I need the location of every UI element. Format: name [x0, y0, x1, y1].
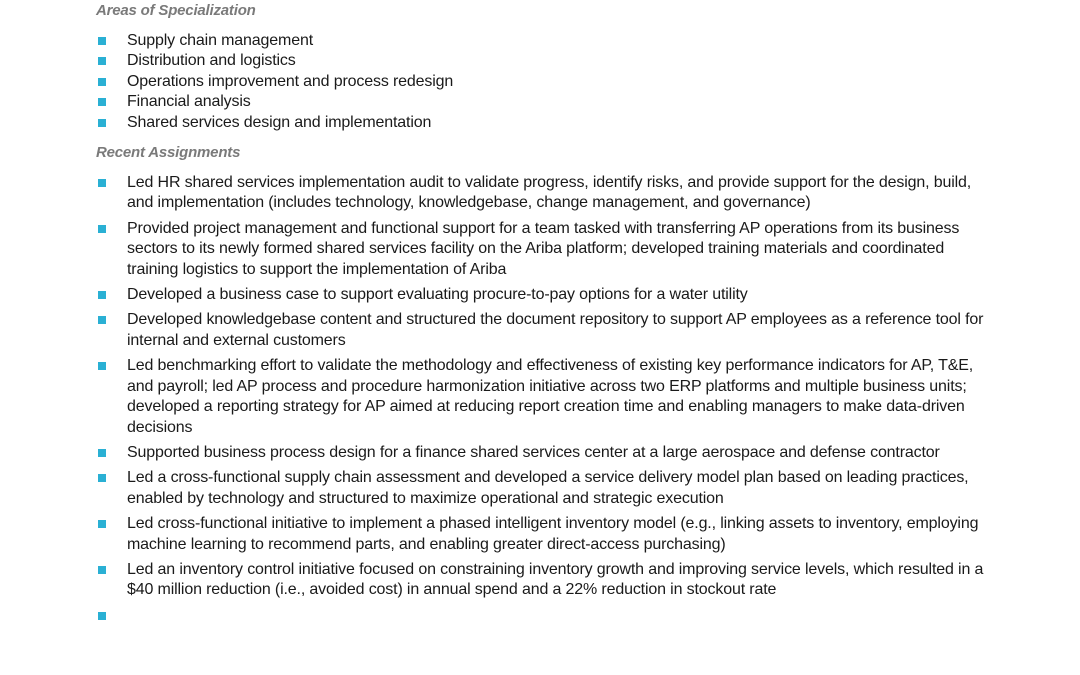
square-bullet-icon [98, 566, 106, 574]
list-item [96, 51, 996, 71]
list-item [96, 468, 997, 509]
list-item-text: Distribution and logistics [127, 52, 296, 70]
list-item [96, 31, 996, 51]
list-item [96, 173, 997, 214]
list-item [96, 560, 997, 601]
square-bullet-icon [98, 57, 106, 65]
square-bullet-icon [98, 520, 106, 528]
list-item [96, 356, 997, 438]
specialization-list [96, 31, 996, 133]
list-item-text: Developed knowledgebase content and structured the document repository to support AP employees as a reference tool for internal and external customers [127, 311, 984, 349]
list-item [96, 310, 997, 351]
list-item [96, 113, 996, 133]
assignments-heading: Recent Assignments [96, 144, 241, 162]
square-bullet-icon [98, 362, 106, 370]
list-item-text: Led benchmarking effort to validate the methodology and effectiveness of existing key performance indicators for AP, T&E, and payroll; led AP process and procedure harmonization initiative across two ERP platforms and multiple business units; developed a reporting strategy for AP aimed at reducing report creation time and enabling managers to make data-driven decisions [127, 357, 974, 436]
list-item-text: Led an inventory control initiative focused on constraining inventory growth and improving service levels, which resulted in a $40 million reduction (i.e., avoided cost) in annual spend and a 22% reduction in stockout rate [127, 560, 984, 599]
list-item-text: Operations improvement and process redesign [127, 72, 454, 90]
square-bullet-icon [98, 612, 106, 620]
list-item-clipped [96, 606, 997, 626]
list-item [96, 219, 997, 280]
square-bullet-icon [98, 119, 106, 127]
list-item-text: Led cross-functional initiative to implement a phased intelligent inventory model (e.g., linking assets to inventory, employing machine learning to recommend parts, and enabling greater direct-access purchasing) [127, 515, 979, 553]
list-item [96, 285, 997, 305]
square-bullet-icon [98, 474, 106, 482]
list-item-text: Led HR shared services implementation audit to validate progress, identify risks, and provide support for the design, build, and implementation (includes technology, knowledgebase, change management, and governance) [127, 174, 972, 212]
list-item [96, 92, 996, 112]
list-item-text: Provided project management and functional support for a team tasked with transferring AP operations from its business sectors to its newly formed shared services facility on the Ariba platform; developed training materials and coordinated training logistics to support the implementation of Ariba [127, 219, 960, 278]
square-bullet-icon [98, 291, 106, 299]
list-item-text: Supply chain management [127, 32, 314, 49]
list-item-text: Shared services design and implementation [127, 113, 432, 131]
square-bullet-icon [98, 225, 106, 233]
list-item-text: Supported business process design for a finance shared services center at a large aerospace and defense contractor [127, 443, 940, 461]
square-bullet-icon [98, 98, 106, 106]
list-item [96, 443, 997, 463]
square-bullet-icon [98, 179, 106, 187]
square-bullet-icon [98, 316, 106, 324]
square-bullet-icon [98, 37, 106, 45]
list-item [96, 72, 996, 92]
square-bullet-icon [98, 449, 106, 457]
document-page [96, 0, 996, 631]
list-item-text: Developed a business case to support evaluating procure-to-pay options for a water utility [127, 286, 748, 304]
specialization-heading: Areas of Specialization [96, 2, 256, 19]
list-item [96, 514, 997, 555]
list-item-text: Led a cross-functional supply chain assessment and developed a service delivery model plan based on leading practices, enabled by technology and structured to maximize operational and strategic execution [127, 469, 969, 507]
square-bullet-icon [98, 78, 106, 86]
assignments-list [96, 173, 996, 626]
list-item-text: Financial analysis [127, 93, 251, 111]
